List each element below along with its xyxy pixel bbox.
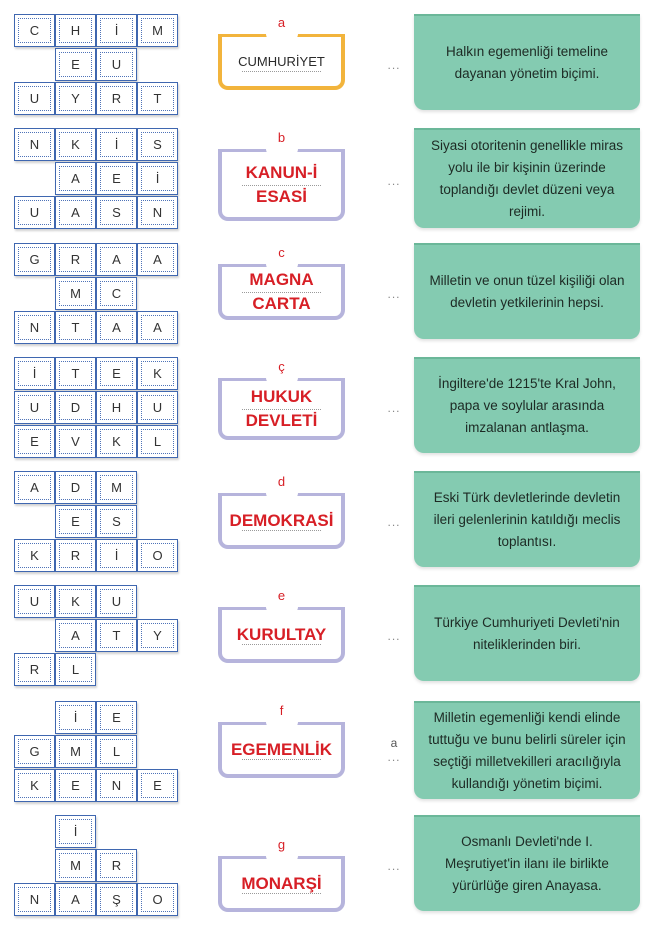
- letter-tile[interactable]: [14, 585, 55, 618]
- tile-letter: İ: [141, 166, 174, 191]
- tile-letter: U: [18, 395, 51, 420]
- tile-letter: N: [18, 132, 51, 157]
- tile-letter: R: [59, 247, 92, 272]
- tile-letter: O: [141, 543, 174, 568]
- tile-letter: M: [59, 739, 92, 764]
- tile-letter: V: [59, 429, 92, 454]
- letter-tile[interactable]: [14, 128, 55, 161]
- definition-card: Osmanlı Devleti'nde I. Meşrutiyet'in ilanı ile birlikte yürürlüğe giren Anayasa.: [414, 815, 640, 911]
- definition-card: Milletin egemenliği kendi elinde tuttuğu ve bunu belirli süreler için seçtiği milletvekilleri aracılığıyla kullandığı yönetim biçimi.: [414, 701, 640, 799]
- tile-letter: M: [59, 853, 92, 878]
- tile-letter: H: [59, 18, 92, 43]
- tile-letter: K: [59, 132, 92, 157]
- term-box[interactable]: [218, 588, 345, 663]
- letter-tile[interactable]: [55, 162, 96, 195]
- letter-tile[interactable]: [137, 243, 178, 276]
- tile-letter: U: [18, 200, 51, 225]
- letter-tile[interactable]: [55, 311, 96, 344]
- letter-tile[interactable]: [96, 311, 137, 344]
- answer-dots: ...: [387, 401, 401, 415]
- write-line: [242, 644, 321, 645]
- letter-tile[interactable]: [96, 883, 137, 916]
- tile-letter: T: [59, 361, 92, 386]
- letter-tile[interactable]: [137, 82, 178, 115]
- letter-tile[interactable]: [14, 82, 55, 115]
- tile-letter: A: [100, 315, 133, 340]
- tile-letter: E: [100, 705, 133, 730]
- letter-tile[interactable]: [55, 391, 96, 424]
- letter-tile[interactable]: [55, 769, 96, 802]
- tile-letter: İ: [59, 819, 92, 844]
- answer-blank[interactable]: [384, 515, 404, 529]
- letter-tile[interactable]: [14, 243, 55, 276]
- tile-letter: C: [100, 281, 133, 306]
- letter-tile[interactable]: [55, 48, 96, 81]
- term-letter: g: [277, 837, 286, 852]
- letter-tile[interactable]: [137, 539, 178, 572]
- tile-letter: A: [59, 166, 92, 191]
- tile-letter: S: [100, 509, 133, 534]
- tile-letter: A: [141, 247, 174, 272]
- letter-tile[interactable]: [96, 162, 137, 195]
- tile-letter: A: [100, 247, 133, 272]
- letter-tile[interactable]: [137, 883, 178, 916]
- term-box[interactable]: [218, 245, 345, 320]
- letter-tile[interactable]: [55, 539, 96, 572]
- term-box[interactable]: [218, 837, 345, 912]
- letter-tile[interactable]: [96, 243, 137, 276]
- letter-tile[interactable]: [14, 357, 55, 390]
- letter-tile[interactable]: [14, 653, 55, 686]
- letter-tile[interactable]: [55, 585, 96, 618]
- letter-tile[interactable]: [96, 585, 137, 618]
- term-word: [222, 37, 341, 86]
- letter-tile[interactable]: [55, 815, 96, 848]
- letter-tile[interactable]: [55, 883, 96, 916]
- tile-letter: L: [100, 739, 133, 764]
- tile-letter: N: [18, 315, 51, 340]
- answer-blank[interactable]: [384, 58, 404, 72]
- letter-tile[interactable]: [14, 311, 55, 344]
- answer-dots: ...: [387, 58, 401, 72]
- term-word-line: CUMHURİYET: [238, 53, 325, 69]
- letter-tile[interactable]: [96, 701, 137, 734]
- term-word-line: MONARŞİ: [241, 873, 322, 893]
- letter-tile[interactable]: [14, 735, 55, 768]
- letter-tile[interactable]: [137, 14, 178, 47]
- letter-tile[interactable]: [14, 425, 55, 458]
- answer-dots: ...: [387, 629, 401, 643]
- tile-letter: K: [100, 429, 133, 454]
- tile-letter: M: [100, 475, 133, 500]
- answer-dots: ...: [387, 515, 401, 529]
- letter-tile[interactable]: [96, 128, 137, 161]
- letter-tile[interactable]: [96, 14, 137, 47]
- term-word-line: KURULTAY: [236, 624, 327, 644]
- term-word-line: KANUN-İ: [245, 162, 318, 182]
- letter-tile[interactable]: [96, 82, 137, 115]
- letter-tile[interactable]: [55, 425, 96, 458]
- tile-letter: S: [100, 200, 133, 225]
- tile-letter: G: [18, 247, 51, 272]
- definition-card: Halkın egemenliği temeline dayanan yönetim biçimi.: [414, 14, 640, 110]
- tile-letter: İ: [100, 18, 133, 43]
- write-line: [242, 185, 321, 186]
- term-word: [222, 610, 341, 659]
- tile-letter: U: [18, 589, 51, 614]
- tile-letter: G: [18, 739, 51, 764]
- tile-letter: E: [18, 429, 51, 454]
- term-letter: a: [277, 15, 286, 30]
- answer-dots: ...: [387, 750, 401, 764]
- tile-letter: E: [59, 773, 92, 798]
- term-letter: d: [277, 474, 286, 489]
- answer-dots: ...: [387, 287, 401, 301]
- answer-blank[interactable]: [384, 287, 404, 301]
- tile-letter: E: [59, 509, 92, 534]
- tile-letter: U: [100, 589, 133, 614]
- tile-letter: R: [100, 86, 133, 111]
- answer-blank[interactable]: [384, 174, 404, 188]
- letter-tile[interactable]: [55, 357, 96, 390]
- letter-tile[interactable]: [96, 48, 137, 81]
- tile-letter: A: [18, 475, 51, 500]
- tile-letter: L: [59, 657, 92, 682]
- letter-tile[interactable]: [55, 128, 96, 161]
- term-letter: c: [278, 245, 285, 260]
- tile-letter: E: [100, 166, 133, 191]
- letter-tile[interactable]: [137, 619, 178, 652]
- letter-tile[interactable]: [96, 277, 137, 310]
- letter-tile[interactable]: [137, 196, 178, 229]
- term-box[interactable]: [218, 359, 345, 440]
- tile-letter: E: [100, 361, 133, 386]
- letter-tile[interactable]: [55, 14, 96, 47]
- term-box[interactable]: [218, 703, 345, 778]
- definition-card: İngiltere'de 1215'te Kral John, papa ve soylular arasında imzalanan antlaşma.: [414, 357, 640, 453]
- write-line: [242, 530, 321, 531]
- tile-letter: İ: [100, 132, 133, 157]
- term-box[interactable]: [218, 15, 345, 90]
- tile-letter: İ: [100, 543, 133, 568]
- letter-tile[interactable]: [96, 505, 137, 538]
- tile-letter: A: [59, 200, 92, 225]
- term-letter: ç: [278, 359, 285, 374]
- letter-tile[interactable]: [55, 505, 96, 538]
- letter-tile[interactable]: [96, 471, 137, 504]
- term-word-line: MAGNA: [249, 269, 314, 289]
- tile-letter: A: [141, 315, 174, 340]
- tile-letter: İ: [18, 361, 51, 386]
- tile-letter: D: [59, 395, 92, 420]
- letter-tile[interactable]: [14, 883, 55, 916]
- term-letter: e: [277, 588, 286, 603]
- letter-tile[interactable]: [55, 277, 96, 310]
- letter-tile[interactable]: [96, 849, 137, 882]
- term-word: [222, 725, 341, 774]
- letter-tile[interactable]: [137, 425, 178, 458]
- letter-tile[interactable]: [137, 391, 178, 424]
- letter-tile[interactable]: [55, 196, 96, 229]
- letter-tile[interactable]: [55, 701, 96, 734]
- tile-letter: T: [59, 315, 92, 340]
- tile-letter: U: [141, 395, 174, 420]
- term-box[interactable]: [218, 130, 345, 221]
- letter-tile[interactable]: [14, 14, 55, 47]
- tile-letter: N: [141, 200, 174, 225]
- write-line: [242, 759, 321, 760]
- write-line: [242, 71, 321, 72]
- letter-tile[interactable]: [55, 653, 96, 686]
- tile-letter: N: [100, 773, 133, 798]
- letter-tile[interactable]: [96, 735, 137, 768]
- write-line: [242, 409, 321, 410]
- tile-letter: A: [59, 623, 92, 648]
- tile-letter: C: [18, 18, 51, 43]
- letter-tile[interactable]: [55, 735, 96, 768]
- tile-letter: T: [100, 623, 133, 648]
- letter-tile[interactable]: [96, 539, 137, 572]
- letter-tile[interactable]: [96, 619, 137, 652]
- tile-letter: K: [18, 543, 51, 568]
- definition-card: Milletin ve onun tüzel kişiliği olan devletin yetkilerinin hepsi.: [414, 243, 640, 339]
- letter-tile[interactable]: [55, 471, 96, 504]
- write-line: [242, 292, 321, 293]
- tile-letter: R: [59, 543, 92, 568]
- letter-tile[interactable]: [55, 243, 96, 276]
- answer-dots: ...: [387, 859, 401, 873]
- letter-tile[interactable]: [55, 849, 96, 882]
- tile-letter: S: [141, 132, 174, 157]
- letter-tile[interactable]: [14, 196, 55, 229]
- term-word-line: DEMOKRASİ: [229, 510, 334, 530]
- tile-letter: O: [141, 887, 174, 912]
- answer-dots: ...: [387, 174, 401, 188]
- term-word: [222, 859, 341, 908]
- answer-blank[interactable]: [384, 629, 404, 643]
- answer-blank[interactable]: [384, 859, 404, 873]
- definition-card: Eski Türk devletlerinde devletin ileri gelenlerinin katıldığı meclis toplantısı.: [414, 471, 640, 567]
- tile-letter: K: [59, 589, 92, 614]
- tile-letter: R: [100, 853, 133, 878]
- tile-letter: U: [18, 86, 51, 111]
- letter-tile[interactable]: [96, 425, 137, 458]
- letter-tile[interactable]: [55, 619, 96, 652]
- letter-tile[interactable]: [14, 471, 55, 504]
- term-word: [222, 496, 341, 545]
- write-line: [242, 893, 321, 894]
- letter-tile[interactable]: [14, 769, 55, 802]
- term-word-line: DEVLETİ: [245, 410, 318, 430]
- letter-tile[interactable]: [137, 769, 178, 802]
- tile-letter: İ: [59, 705, 92, 730]
- letter-tile[interactable]: [96, 357, 137, 390]
- tile-letter: R: [18, 657, 51, 682]
- answer-blank[interactable]: [384, 736, 404, 764]
- letter-tile[interactable]: [137, 357, 178, 390]
- term-word-line: ESASİ: [255, 186, 308, 206]
- letter-tile[interactable]: [14, 539, 55, 572]
- letter-tile[interactable]: [96, 769, 137, 802]
- tile-letter: E: [141, 773, 174, 798]
- tile-letter: A: [59, 887, 92, 912]
- term-word-line: CARTA: [252, 293, 311, 313]
- letter-tile[interactable]: [55, 82, 96, 115]
- tile-letter: N: [18, 887, 51, 912]
- letter-tile[interactable]: [14, 391, 55, 424]
- tile-letter: T: [141, 86, 174, 111]
- tile-letter: H: [100, 395, 133, 420]
- tile-letter: K: [141, 361, 174, 386]
- definition-card: Türkiye Cumhuriyeti Devleti'nin niteliklerinden biri.: [414, 585, 640, 681]
- tile-letter: Y: [141, 623, 174, 648]
- term-word-line: HUKUK: [250, 386, 313, 406]
- tile-letter: K: [18, 773, 51, 798]
- tile-letter: Y: [59, 86, 92, 111]
- tile-letter: E: [59, 52, 92, 77]
- letter-tile[interactable]: [137, 311, 178, 344]
- term-word-line: EGEMENLİK: [230, 739, 333, 759]
- letter-tile[interactable]: [137, 128, 178, 161]
- tile-letter: U: [100, 52, 133, 77]
- definition-card: Siyasi otoritenin genellikle miras yolu ile bir kişinin üzerinde toplandığı devlet düzeni veya rejimi.: [414, 128, 640, 228]
- tile-letter: M: [141, 18, 174, 43]
- tile-letter: D: [59, 475, 92, 500]
- letter-tile[interactable]: [137, 162, 178, 195]
- term-letter: b: [277, 130, 286, 145]
- tile-letter: M: [59, 281, 92, 306]
- tile-letter: Ş: [100, 887, 133, 912]
- answer-letter: a: [390, 736, 398, 750]
- letter-tile[interactable]: [96, 196, 137, 229]
- term-box[interactable]: [218, 474, 345, 549]
- answer-blank[interactable]: [384, 401, 404, 415]
- term-letter: f: [279, 703, 284, 718]
- letter-tile[interactable]: [96, 391, 137, 424]
- tile-letter: L: [141, 429, 174, 454]
